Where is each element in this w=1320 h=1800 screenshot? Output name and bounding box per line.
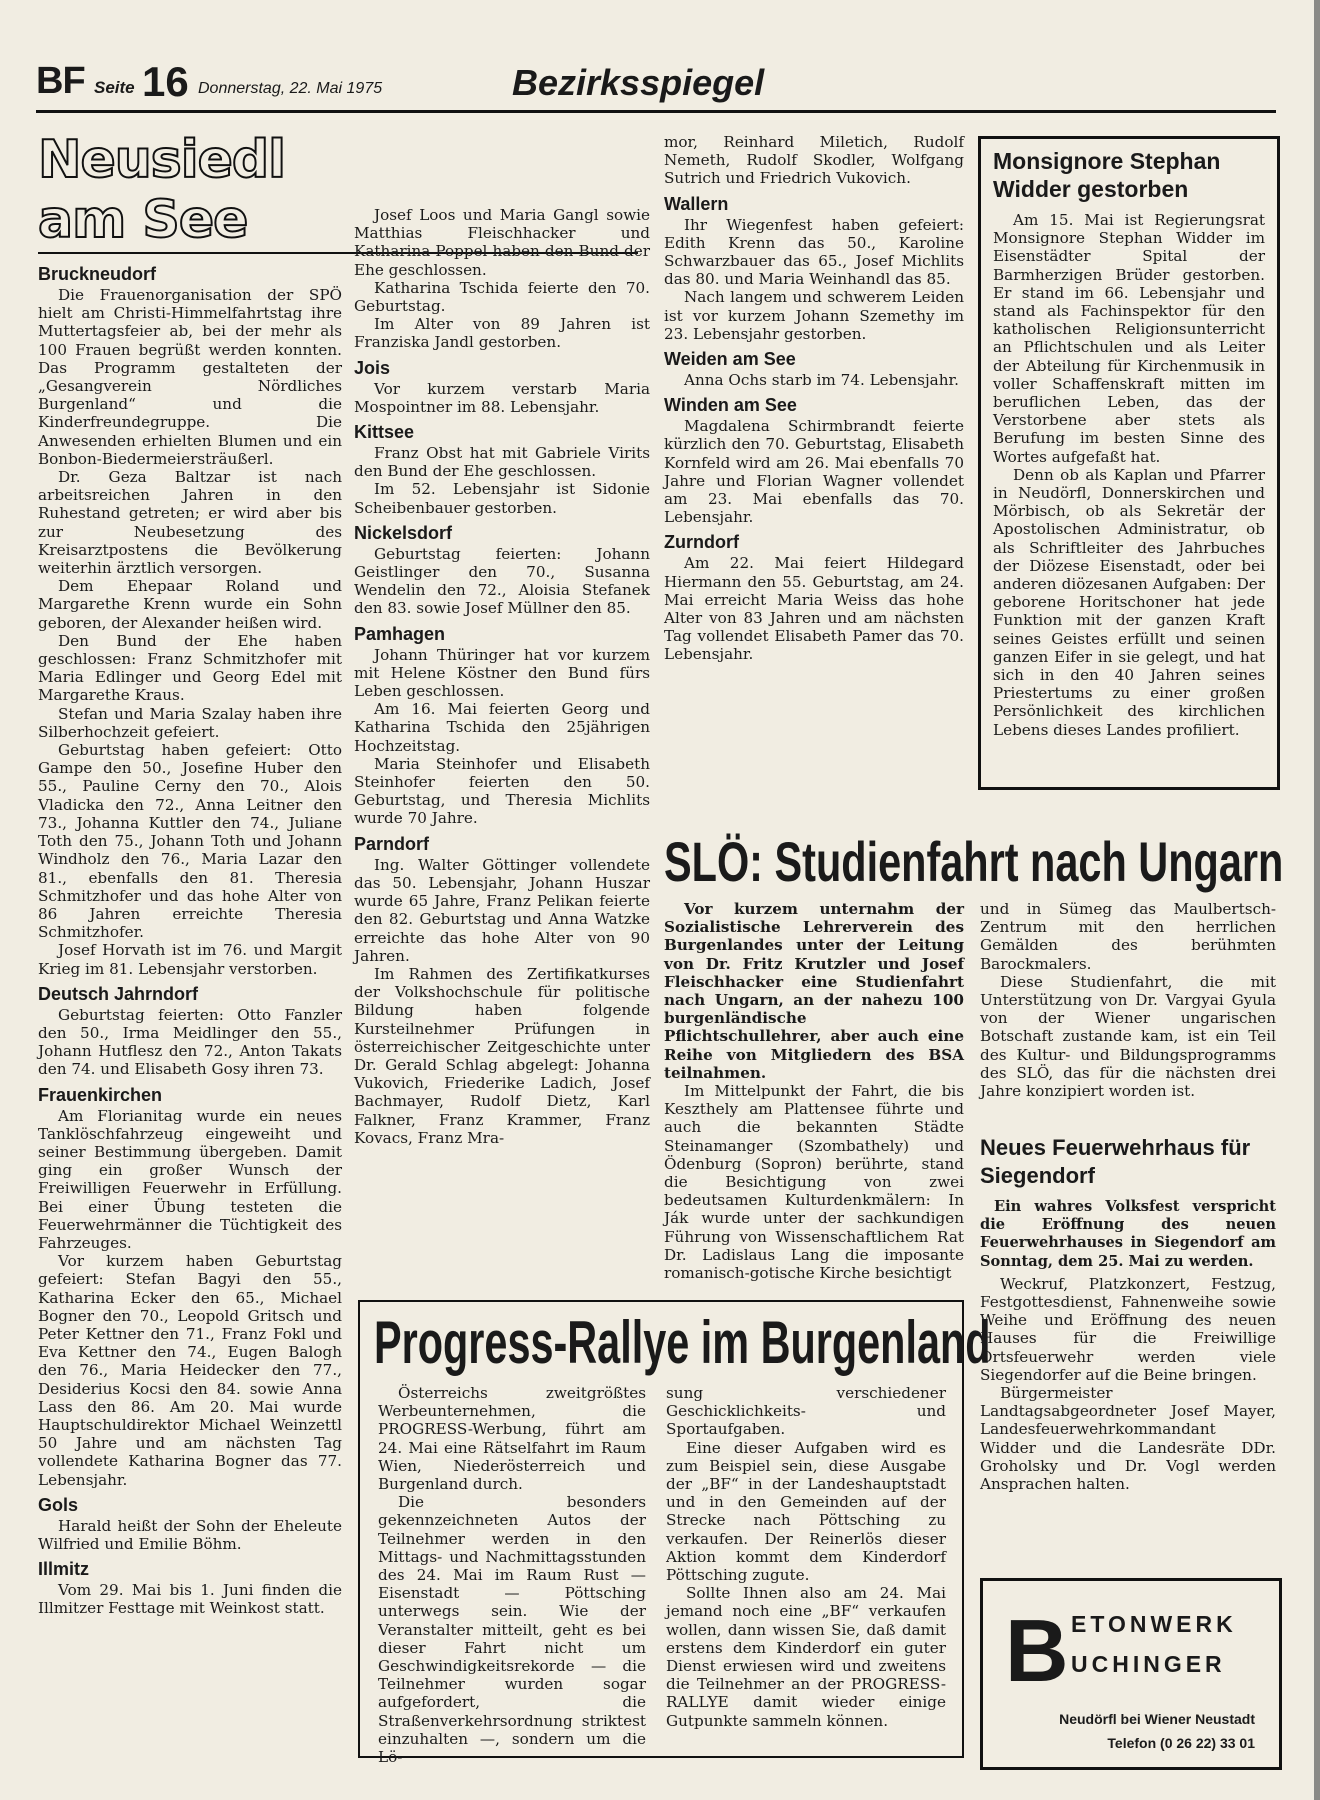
feuerwehr-lead: Ein wahres Volksfest verspricht die Eröffnung des neuen Feuerwehrhauses in Siegendorf am Sonntag, dem 25. Mai zu werden.	[980, 1198, 1276, 1270]
news-paragraph: Im Alter von 89 Jahren ist Franziska Jandl gestorben.	[354, 315, 650, 352]
obituary-paragraph: Am 15. Mai ist Regierungsrat Monsignore Stephan Widder im Eisenstädter Spital der Barmherzigen Brüder gestorben. Er stand im 66. Lebensjahr und stand als Fachinspektor für den katholischen Religionsunterricht an Pflichtschulen und als Leiter der Abteilung für Kirchenmusik in voller Schaffenskraft mitten im beruflichen Leben, das der Verstorbene aber stets als Berufung im besten Sinne des Wortes aufgefaßt hat.	[993, 211, 1265, 466]
news-paragraph: Stefan und Maria Szalay haben ihre Silberhochzeit gefeiert.	[38, 704, 342, 741]
rallye-headline-wrap	[374, 1308, 991, 1378]
news-paragraph: Dem Ehepaar Roland und Margarethe Krenn wurde ein Sohn geboren, der Alexander heißen wird.	[38, 577, 342, 632]
slo-paragraph: Diese Studienfahrt, die mit Unterstützung von Dr. Vargyai Gyula von der Wiener ungarischen Botschaft zustande kam, ist ein Teil des Kultur- und Bildungsprogramms des SLÖ, das für die nächsten drei Jahre konzipiert worden ist.	[980, 972, 1276, 1101]
news-paragraph: Geburtstag feierten: Johann Geistlinger den 70., Susanna Wendelin den 72., Aloisia Stefanek den 83. sowie Josef Müllner den 85.	[354, 544, 650, 618]
news-paragraph: Josef Horvath ist im 76. und Margit Krieg im 81. Lebensjahr verstorben.	[38, 941, 342, 978]
rallye-paragraph: Österreichs zweitgrößtes Werbeunternehmen, die PROGRESS-Werbung, führt am 24. Mai eine Rätselfahrt im Raum Wien, Niederösterreich und Burgenland durch.	[378, 1384, 646, 1494]
slo-column-1	[664, 900, 964, 1282]
news-paragraph: Josef Loos und Maria Gangl sowie Matthias Fleischhacker und Katharina Poppel haben den Bund der Ehe geschlossen.	[354, 206, 650, 279]
page-label: Seite	[94, 78, 135, 97]
news-paragraph: Nach langem und schwerem Leiden ist vor kurzem Johann Szemethy im 23. Lebensjahr gestorben.	[664, 288, 964, 343]
news-paragraph: Am 16. Mai feierten Georg und Katharina Tschida den 25jährigen Hochzeitstag.	[354, 700, 650, 755]
section-title: Bezirksspiegel	[512, 62, 765, 103]
page-header	[36, 58, 1276, 110]
rallye-paragraph: sung verschiedener Geschicklichkeits- und Sportaufgaben.	[666, 1384, 946, 1439]
slo-lead: Vor kurzem unternahm der Sozialistische Lehrerverein des Burgenlandes unter der Leitung von Dr. Fritz Krutzler und Josef Fleischhacker eine Studienfahrt nach Ungarn, an der nahezu 100 burgenländische Pflichtschullehrer, aber auch eine Reihe von Mitgliedern des BSA teilnahmen.	[664, 900, 964, 1082]
obituary-paragraph: Denn ob als Kaplan und Pfarrer in Neudörfl, Donnerskirchen und Mörbisch, ob als Sekretär der Apostolischen Administratur, ob als Schriftleiter des Jahrbuches der Diözese Eisenstadt, oder bei anderen diözesanen Aufgaben: Der geborene Horitschoner hat jede Funktion mit der ganzen Kraft seines Geistes erfüllt und seinen ganzen Eifer in sie gelegt, und hat sich in den 40 Jahren seines Priestertums zu einer großen Persönlichkeit des kirchlichen Lebens dieses Landes profiliert.	[993, 465, 1265, 739]
news-paragraph: Ihr Wiegenfest haben gefeiert: Edith Krenn das 50., Karoline Schwarzbauer das 65., Josef Michlits das 80. und Maria Weinhandl das 85.	[664, 215, 964, 289]
rallye-column-1	[378, 1384, 646, 1766]
slo-paragraph: Im Mittelpunkt der Fahrt, die bis Keszthely am Plattensee führte und auch die bekannten Städte Steinamanger (Szombathely) und Ödenburg (Sopron) berührte, stand die Besichtigung von zwei bedeutsamen Kulturdenkmälern: In Ják wurde unter der sachkundigen Führung von Wissenschaftlichem Rat Dr. Ladislaus Lang die imposante romanisch-gotische Kirche besichtigt	[664, 1082, 964, 1283]
news-paragraph: Vom 29. Mai bis 1. Juni finden die Illmitzer Festtage mit Weinkost statt.	[38, 1581, 342, 1618]
column-1-body	[38, 264, 342, 1618]
news-paragraph: Johann Thüringer hat vor kurzem mit Helene Köstner den Bund fürs Leben geschlossen.	[354, 645, 650, 701]
ad-line-2: UCHINGER	[1071, 1651, 1226, 1677]
news-paragraph: Am 22. Mai feiert Hildegard Hiermann den 55. Geburtstag, am 24. Mai erreicht Maria Weiss das hohe Alter von 83 Jahren und am nächsten Tag vollendet Elisabeth Pamer das 70. Lebensjahr.	[664, 554, 964, 664]
issue-date: Donnerstag, 22. Mai 1975	[198, 80, 383, 97]
place-heading: Gols	[38, 1494, 79, 1515]
place-heading: Pamhagen	[354, 623, 446, 644]
page-edge	[1314, 0, 1320, 1800]
slo-column-2	[980, 900, 1276, 1100]
column-1	[38, 130, 342, 1618]
column-2	[354, 206, 650, 1147]
rallye-box	[358, 1300, 991, 1767]
obituary-title: Monsignore Stephan Widder gestorben	[993, 148, 1221, 202]
place-heading: Weiden am See	[664, 349, 796, 370]
newspaper-logo: BF	[36, 60, 85, 102]
feuerwehr-headline: Neues Feuerwehrhaus für Siegendorf	[980, 1135, 1251, 1188]
ad-initial-letter: B	[1005, 1601, 1069, 1700]
news-paragraph: Katharina Tschida feierte den 70. Geburtstag.	[354, 278, 650, 316]
betonwerk-advertisement	[980, 1578, 1282, 1770]
feuerwehr-paragraph: Bürgermeister Landtagsabgeordneter Josef Mayer, Landesfeuerwehrkommandant Widder und die Landesräte DDr. Groholsky und Dr. Vogl werden Ansprachen halten.	[980, 1384, 1276, 1494]
feuerwehr-paragraph: Weckruf, Platzkonzert, Festzug, Festgottesdienst, Fahnenweihe sowie Weihe und Eröffnung des neuen Hauses für die Freiwillige Ortsfeuerwehr werden viele Siegendorfer auf die Beine bringen.	[980, 1274, 1276, 1384]
place-heading: Parndorf	[354, 833, 430, 854]
news-paragraph: Harald heißt der Sohn der Eheleute Wilfried und Emilie Böhm.	[38, 1516, 342, 1553]
place-heading: Bruckneudorf	[38, 264, 157, 284]
news-paragraph: Anna Ochs starb im 74. Lebensjahr.	[684, 371, 959, 390]
news-paragraph: mor, Reinhard Miletich, Rudolf Nemeth, Rudolf Skodler, Wolfgang Sutrich und Friedrich Vukovich.	[664, 133, 964, 188]
place-heading: Illmitz	[38, 1559, 90, 1580]
news-paragraph: Vor kurzem haben Geburtstag gefeiert: Stefan Bagyi den 55., Katharina Ecker den 65., Michael Bogner den 70., Leopold Gritsch und Peter Kettner den 71., Franz Fokl und Eva Kettner den 74., Eugen Balogh den 76., Maria Heidecker den 77., Desiderius Kocsi den 84. sowie Anna Lass den 86. Am 20. Mai wurde Hauptschuldirektor Michael Weinzettl 50 Jahre und am nächsten Tag vollendete Katharina Bogner das 77. Lebensjahr.	[38, 1252, 342, 1489]
rallye-paragraph: Sollte Ihnen also am 24. Mai jemand noch eine „BF“ verkaufen wollen, dann wissen Sie, daß damit erstens dem Kinderdorf ein guter Dienst erwiesen wird und zweitens die Teilnehmer an der PROGRESS-RALLYE damit wieder einige Gutpunkte sammeln können.	[666, 1584, 946, 1730]
news-paragraph: Magdalena Schirmbrandt feierte kürzlich den 70. Geburtstag, Elisabeth Kornfeld wird am 26. Mai ebenfalls 70 Jahre und Florian Wagner vollendet am 23. Mai ebenfalls das 70. Lebensjahr.	[664, 417, 964, 527]
news-paragraph: Im Rahmen des Zertifikatkurses der Volkshochschule für politische Bildung haben folgende Kursteilnehmer Prüfungen in österreichischer Zeitgeschichte unter Dr. Gerald Schlag abgelegt: Johanna Vukovich, Friederike Ladich, Josef Bachmayer, Rudolf Dietz, Karl Falkner, Franz Krammer, Franz Kovacs, Franz Mra-	[354, 964, 650, 1147]
rallye-paragraph: Eine dieser Aufgaben wird es zum Beispiel sein, diese Ausgabe der „BF“ in der Landeshauptstadt und in den Gemeinden auf der Strecke nach Pöttsching zu verkaufen. Der Reinerlös dieser Aktion kommt dem Kinderdorf Pöttsching zugute.	[666, 1438, 946, 1585]
news-paragraph: Maria Steinhofer und Elisabeth Steinhofer feierten den 50. Geburtstag, und Theresia Michlits wurde 70 Jahre.	[354, 754, 650, 828]
column-3	[664, 133, 964, 664]
place-heading: Kittsee	[354, 422, 415, 443]
news-paragraph: Ing. Walter Göttinger vollendete das 50. Lebensjahr, Johann Huszar wurde 65 Jahre, Franz Pelikan feierte den 82. Geburtstag und Anna Watzke erreichte das hohe Alter von 90 Jahren.	[354, 855, 650, 965]
slo-headline-wrap	[664, 830, 1284, 894]
news-paragraph: Den Bund der Ehe haben geschlossen: Franz Schmitzhofer mit Maria Edlinger und Georg Edel mit Margarethe Kraus.	[38, 631, 342, 705]
feuerwehr-article	[980, 1134, 1276, 1493]
rallye-headline: Progress-Rallye im Burgenland	[374, 1309, 991, 1376]
column-3-body	[664, 133, 964, 664]
ad-address: Neudörfl bei Wiener Neustadt	[1059, 1711, 1255, 1727]
news-paragraph: Geburtstag feierten: Otto Fanzler den 50., Irma Meidlinger den 55., Johann Hutflesz den 72., Anton Takats den 74. und Elisabeth Gosy ihren 73.	[38, 1005, 342, 1079]
ad-line-1: ETONWERK	[1071, 1611, 1237, 1637]
slo-paragraph: und in Sümeg das Maulbertsch-Zentrum mit den herrlichen Gemälden des berühmten Barockmalers.	[980, 900, 1276, 973]
rallye-column-2	[666, 1384, 946, 1730]
news-paragraph: Dr. Geza Baltzar ist nach arbeitsreichen Jahren in den Ruhestand getreten; er wird aber bis zur Neubesetzung des Kreisarztpostens die Bevölkerung weiterhin ärztlich versorgen.	[38, 468, 342, 578]
place-heading: Nickelsdorf	[354, 522, 453, 543]
place-heading: Deutsch Jahrndorf	[38, 983, 199, 1004]
district-masthead: Neusiedl am See	[38, 130, 285, 250]
place-heading: Wallern	[664, 193, 729, 214]
news-paragraph: Am Florianitag wurde ein neues Tanklöschfahrzeug eingeweiht und seiner Bestimmung übergeben. Damit ging ein großer Wunsch der Freiwilligen Feuerwehr in Erfüllung. Bei einer Übung testeten die Feuerwehrmänner die Tüchtigkeit des Fahrzeuges.	[38, 1106, 342, 1252]
news-paragraph: Franz Obst hat mit Gabriele Virits den Bund der Ehe geschlossen.	[354, 444, 650, 481]
place-heading: Winden am See	[664, 395, 797, 416]
news-paragraph: Geburtstag haben gefeiert: Otto Gampe den 50., Josefine Huber den 55., Pauline Cerny den 70., Alois Vladicka den 72., Anna Leitner den 73., Johanna Kuttler den 74., Juliane Toth den 75., Johann Toth und Johann Windholz den 76., Maria Lazar den 81., ebenfalls den 81. Theresia Schmitzhofer und das hohe Alter von 86 Jahren erreichte Theresia Schmitzhofer.	[38, 741, 342, 942]
rallye-paragraph: Die besonders gekennzeichneten Autos der Teilnehmer werden in den Mittags- und Nachmittagsstunden des 24. Mai im Raum Rust — Eisenstadt — Pöttsching unterwegs sein. Wie der Veranstalter mitteilt, geht es bei dieser Fahrt nicht um Geschwindigkeitsrekorde — die Teilnehmer wurden sogar aufgefordert, die Straßenverkehrsordnung striktest einzuhalten —, sondern um die Lö-	[378, 1493, 646, 1767]
news-paragraph: Die Frauenorganisation der SPÖ hielt am Christi-Himmelfahrtstag ihre Muttertagsfeier ab, bei der mehr als 100 Frauen begrüßt werden konnten. Das Programm gestalteten der „Gesangverein Nördliches Burgenland“ und die Kinderfreundegruppe. Die Anwesenden erhielten Blumen und ein Bonbon-Biedermeiersträußerl.	[38, 286, 342, 468]
obituary-content	[993, 147, 1265, 739]
place-heading: Frauenkirchen	[38, 1084, 163, 1105]
header-rule	[36, 110, 1276, 113]
obituary-box	[978, 136, 1280, 790]
place-heading: Jois	[354, 357, 391, 378]
slo-headline: SLÖ: Studienfahrt nach Ungarn	[664, 830, 1284, 893]
column-2-body	[354, 206, 650, 1147]
page-number: 16	[142, 58, 189, 105]
ad-phone: Telefon (0 26 22) 33 01	[1107, 1735, 1255, 1751]
news-paragraph: Vor kurzem verstarb Maria Mospointner im 88. Lebensjahr.	[354, 379, 650, 416]
place-heading: Zurndorf	[664, 532, 739, 553]
news-paragraph: Im 52. Lebensjahr ist Sidonie Scheibenbauer gestorben.	[354, 480, 650, 517]
